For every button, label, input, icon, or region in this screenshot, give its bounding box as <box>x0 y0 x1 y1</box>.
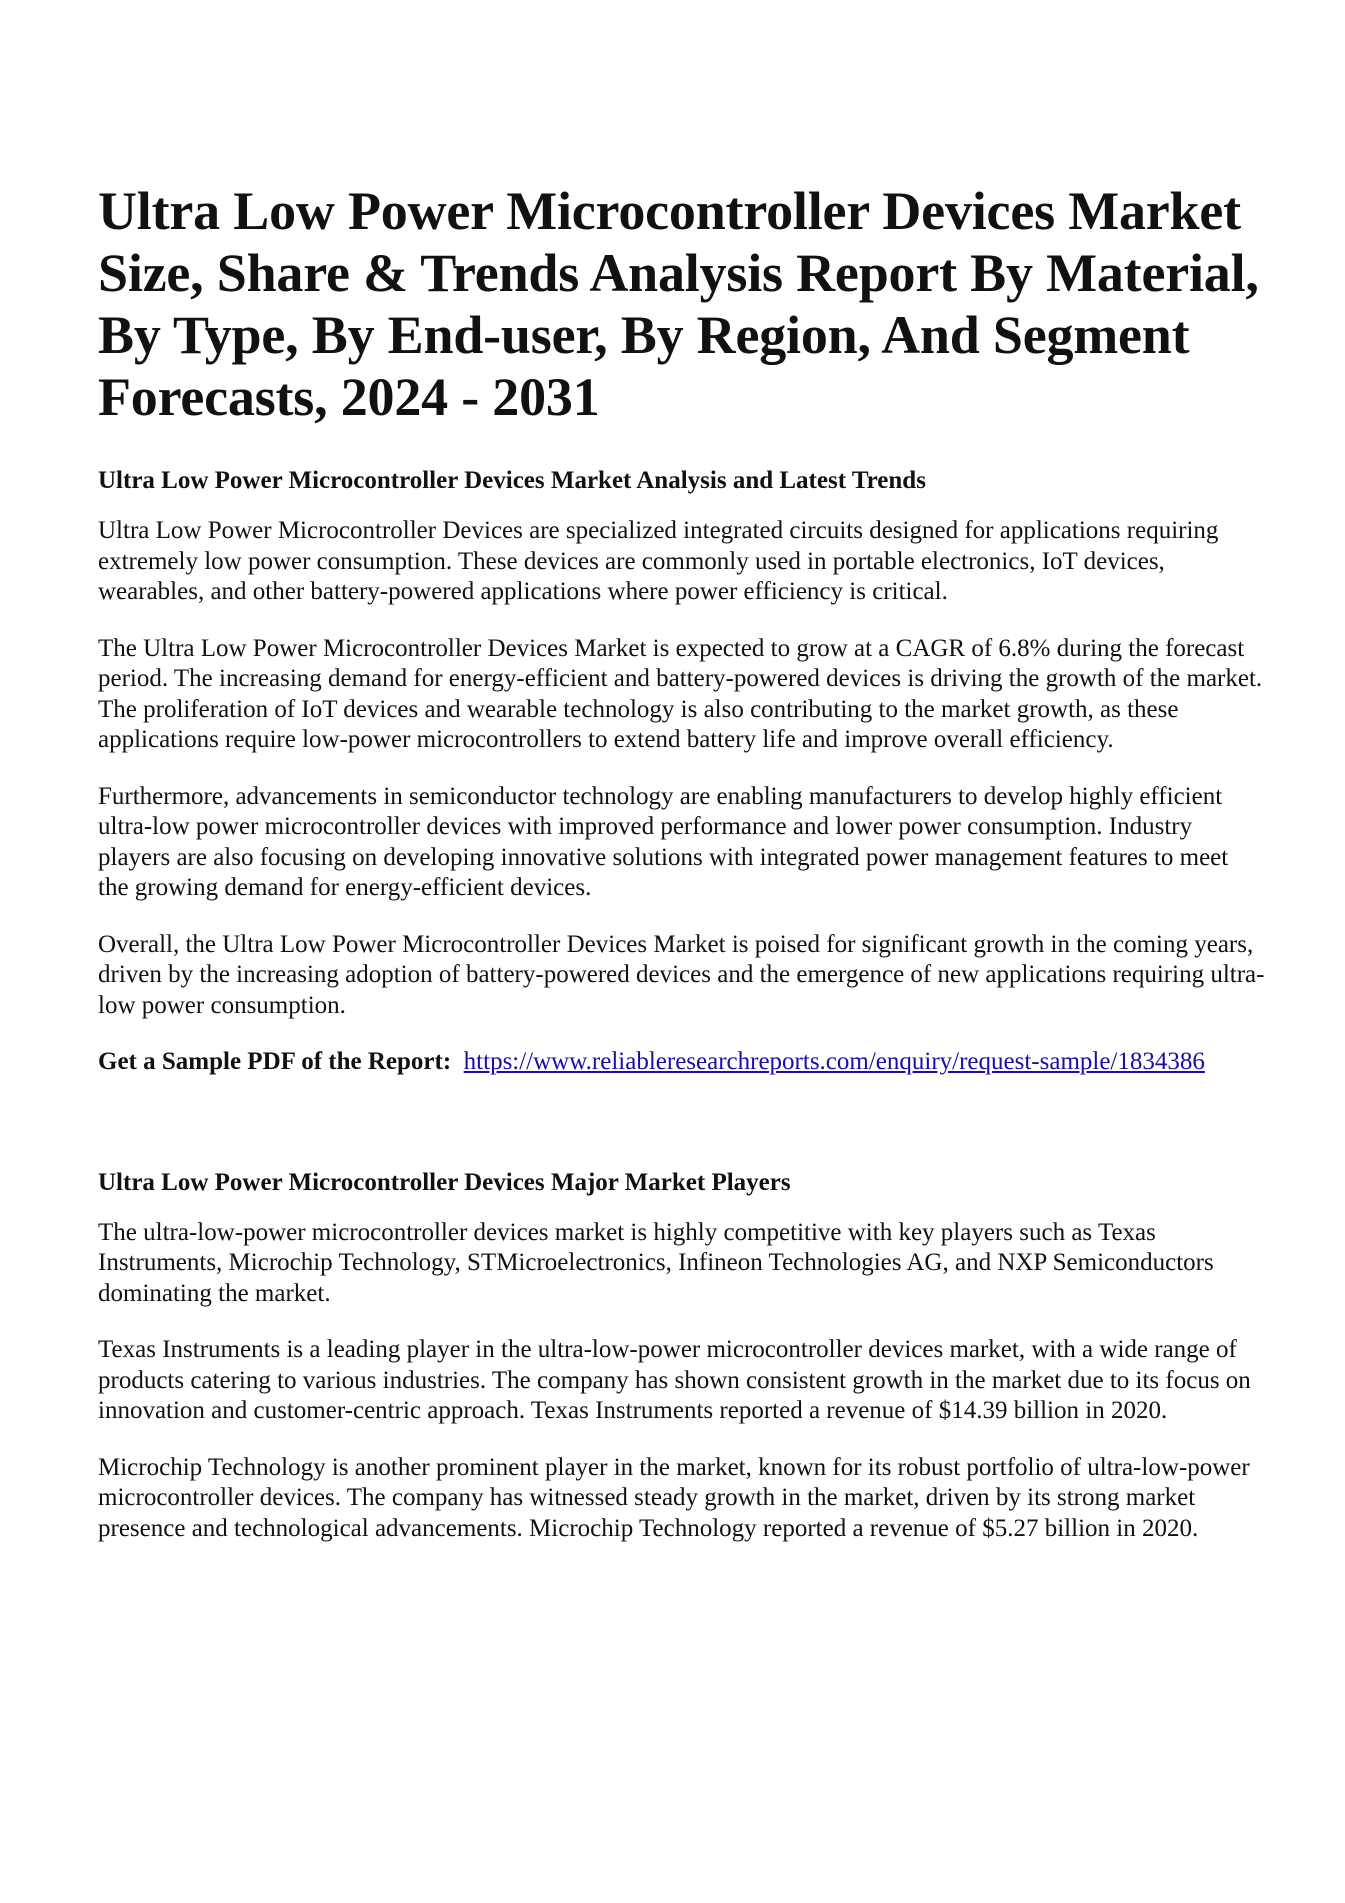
market-players-section <box>98 1168 1265 1545</box>
sample-pdf-label: Get a Sample PDF of the Report: <box>98 1048 452 1075</box>
section-spacer <box>98 1078 1265 1168</box>
paragraph: Texas Instruments is a leading player in the ultra-low-power microcontroller devices market, with a wide range of products catering to various industries. The company has shown consistent growth in the market due to its focus on innovation and customer-centric approach. Texas Instruments reported a revenue of $14.39 billion in 2020. <box>98 1336 1251 1424</box>
paragraph: The ultra-low-power microcontroller devices market is highly competitive with key players such as Texas Instruments, Microchip Technology, STMicroelectronics, Infineon Technologies AG, and NXP Semiconductors dominating the market. <box>98 1218 1214 1307</box>
market-players-heading: Ultra Low Power Microcontroller Devices Major Market Players <box>98 1168 791 1196</box>
page-title: Ultra Low Power Microcontroller Devices Market Size, Share & Trends Analysis Report By Material, By Type, By End-user, By Region, And Segment Forecasts, 2024 - 2031 <box>98 181 1259 427</box>
paragraph: The Ultra Low Power Microcontroller Devices Market is expected to grow at a CAGR of 6.8% during the forecast period. The increasing demand for energy-efficient and battery-powered devices is driving the growth of the market. The proliferation of IoT devices and wearable technology is also contributing to the market growth, as these applications require low-power microcontrollers to extend battery life and improve overall efficiency. <box>98 634 1263 753</box>
sample-pdf-line <box>98 1047 1265 1078</box>
paragraph: Overall, the Ultra Low Power Microcontroller Devices Market is poised for significant growth in the coming years, driven by the increasing adoption of battery-powered devices and the emergence of new applications requiring ultra-low power consumption. <box>98 930 1265 1019</box>
paragraph: Ultra Low Power Microcontroller Devices are specialized integrated circuits designed for applications requiring extremely low power consumption. These devices are commonly used in portable electronics, IoT devices, wearables, and other battery-powered applications where power efficiency is critical. <box>98 517 1219 605</box>
market-analysis-heading: Ultra Low Power Microcontroller Devices Market Analysis and Latest Trends <box>98 467 926 494</box>
market-analysis-section <box>98 466 1265 1078</box>
paragraph: Microchip Technology is another prominent player in the market, known for its robust portfolio of ultra-low-power microcontroller devices. The company has witnessed steady growth in the market, driven by its strong market presence and technological advancements. Microchip Technology reported a revenue of $5.27 billion in 2020. <box>98 1453 1250 1542</box>
paragraph: Furthermore, advancements in semiconductor technology are enabling manufacturers to develop highly efficient ultra-low power microcontroller devices with improved performance and lower power consumption. Industry players are also focusing on developing innovative solutions with integrated power management features to meet the growing demand for energy-efficient devices. <box>98 782 1229 901</box>
sample-pdf-link[interactable]: https://www.reliableresearchreports.com/enquiry/request-sample/1834386 <box>463 1048 1205 1075</box>
